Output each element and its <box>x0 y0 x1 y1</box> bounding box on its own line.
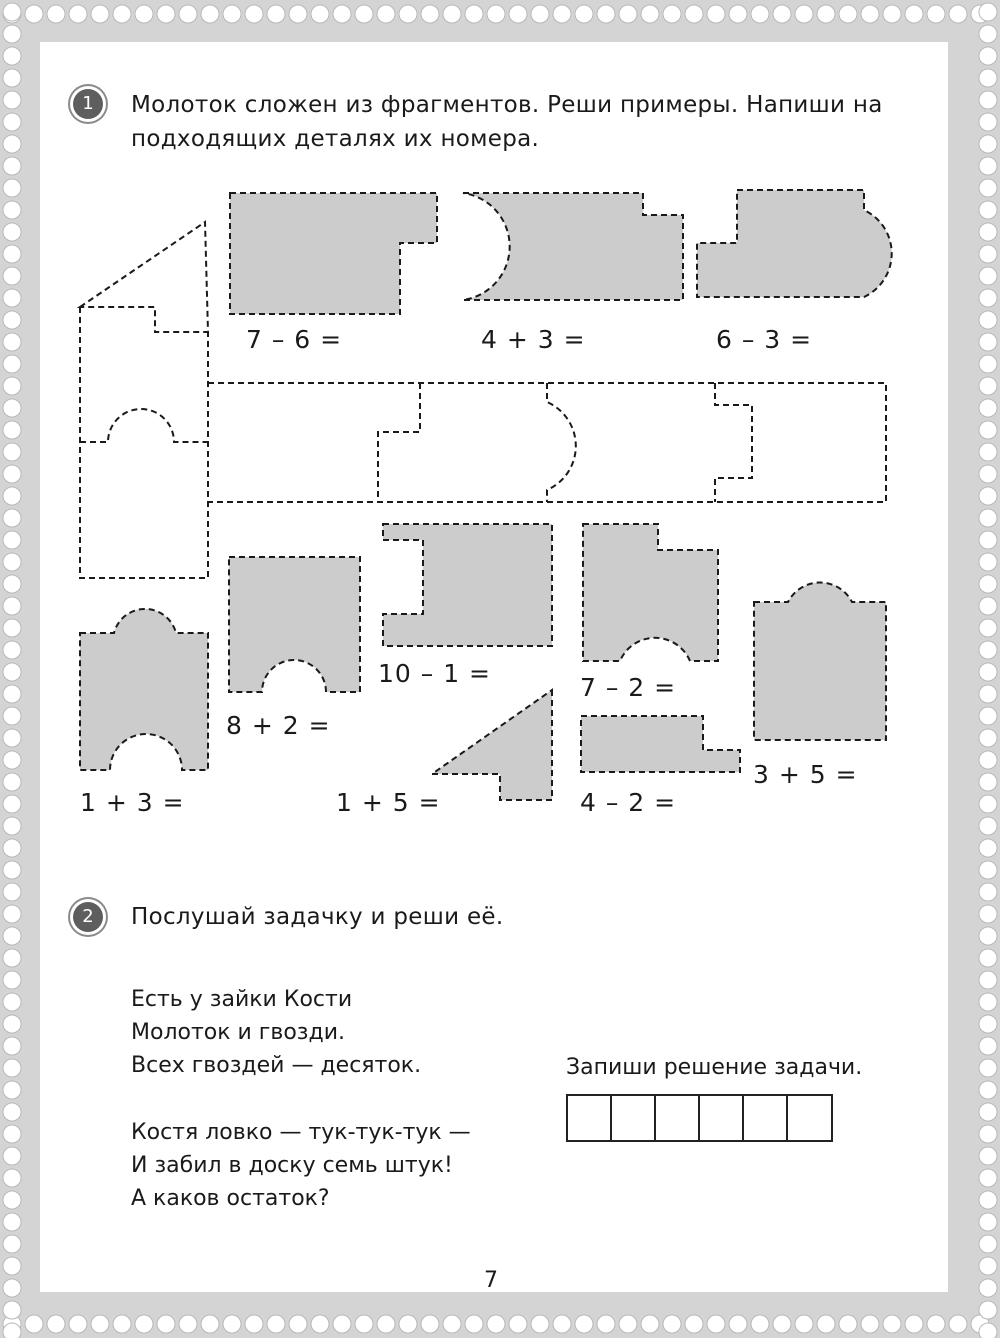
poem-line-5: И забил в доску семь штук! <box>131 1153 453 1178</box>
example-7-minus-6: 7 – 6 = <box>246 325 343 354</box>
poem-line-2: Молоток и гвозди. <box>131 1020 345 1045</box>
piece-10-minus-1 <box>383 524 552 646</box>
outline-head-bar <box>208 383 886 502</box>
outline-head-div1 <box>378 383 420 502</box>
task-2-text: Послушай задачку и реши её. <box>131 904 504 930</box>
poem-line-3: Всех гвоздей — десяток. <box>131 1053 422 1078</box>
answer-label: Запиши решение задачи. <box>566 1055 863 1080</box>
piece-3-plus-5 <box>754 582 886 740</box>
piece-1-plus-5 <box>432 690 552 800</box>
piece-6-minus-3 <box>697 190 892 297</box>
piece-7-minus-6 <box>230 193 437 314</box>
piece-4-plus-3 <box>463 193 683 300</box>
poem-line-1: Есть у зайки Кости <box>131 987 353 1012</box>
piece-7-minus-2 <box>583 524 718 661</box>
outline-handle-notch <box>80 409 208 442</box>
example-1-plus-3: 1 + 3 = <box>80 788 185 817</box>
piece-4-minus-2 <box>581 716 740 772</box>
example-4-plus-3: 4 + 3 = <box>481 325 586 354</box>
answer-cell[interactable] <box>654 1094 699 1142</box>
answer-cell[interactable] <box>742 1094 787 1142</box>
example-7-minus-2: 7 – 2 = <box>580 673 677 702</box>
answer-cell[interactable] <box>698 1094 743 1142</box>
task-1-badge: 1 <box>73 89 103 119</box>
example-10-minus-1: 10 – 1 = <box>378 659 492 688</box>
piece-1-plus-3 <box>80 609 208 770</box>
outline-head-div3 <box>715 383 752 502</box>
outline-handle-top <box>80 222 208 332</box>
task-2-badge: 2 <box>73 902 103 932</box>
example-4-minus-2: 4 – 2 = <box>580 788 677 817</box>
poem-line-6: А каков остаток? <box>131 1186 330 1211</box>
task-1-text-line2: подходящих деталях их номера. <box>131 126 540 152</box>
piece-8-plus-2 <box>229 557 360 692</box>
example-1-plus-5: 1 + 5 = <box>336 788 441 817</box>
example-3-plus-5: 3 + 5 = <box>753 760 858 789</box>
answer-cell[interactable] <box>566 1094 611 1142</box>
outline-head-div2 <box>547 383 576 502</box>
example-6-minus-3: 6 – 3 = <box>716 325 813 354</box>
poem-line-4: Костя ловко — тук-тук-тук — <box>131 1120 471 1145</box>
page-number: 7 <box>484 1268 498 1293</box>
task-1-text-line1: Молоток сложен из фрагментов. Реши примеры. Напиши на <box>131 92 883 118</box>
answer-cell[interactable] <box>610 1094 655 1142</box>
answer-cell[interactable] <box>786 1094 833 1142</box>
example-8-plus-2: 8 + 2 = <box>226 711 331 740</box>
outline-handle-block <box>80 307 208 578</box>
